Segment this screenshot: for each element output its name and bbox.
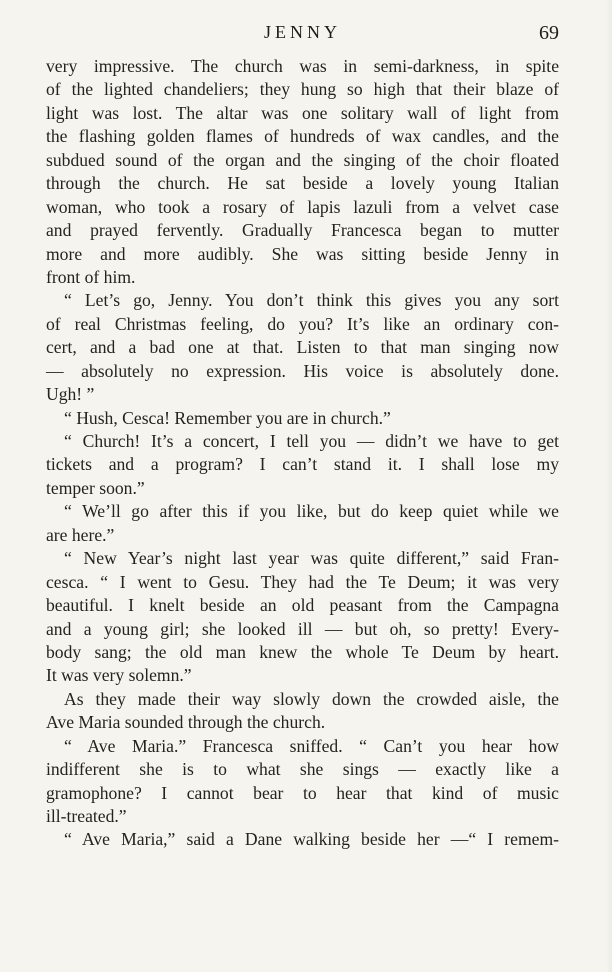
text-line: the flashing golden flames of hundreds of wax candles, and the	[46, 126, 559, 147]
text-line: front of him.	[46, 266, 136, 287]
text-line: “ We’ll go after this if you like, but do keep quiet while we	[64, 501, 559, 522]
body-text	[46, 55, 559, 852]
text-line: cert, and a bad one at that. Listen to that man singing now	[46, 337, 559, 358]
text-line: woman, who took a rosary of lapis lazuli from a velvet case	[46, 196, 559, 217]
text-line: light was lost. The altar was one solitary wall of light from	[46, 102, 559, 123]
text-line: “ Ave Maria.” Francesca sniffed. “ Can’t you hear how	[64, 735, 559, 756]
text-line: of real Christmas feeling, do you? It’s like an ordinary con-	[46, 313, 559, 334]
text-line: “ Ave Maria,” said a Dane walking beside her —“ I remem-	[64, 829, 559, 850]
text-line: and prayed fervently. Gradually Francesca began to mutter	[46, 220, 559, 241]
text-line: through the church. He sat beside a lovely young Italian	[46, 173, 559, 194]
running-head	[46, 20, 559, 48]
text-line: of the lighted chandeliers; they hung so high that their blaze of	[46, 79, 559, 100]
text-line: gramophone? I cannot bear to hear that kind of music	[46, 782, 559, 803]
text-line: — absolutely no expression. His voice is absolutely done.	[46, 360, 559, 381]
running-title: JENNY	[264, 22, 341, 42]
text-line: are here.”	[46, 524, 115, 545]
text-line: ill-treated.”	[46, 806, 127, 826]
text-line: “ Hush, Cesca! Remember you are in church.”	[64, 407, 391, 428]
text-line: “ New Year’s night last year was quite different,” said Fran-	[64, 548, 559, 569]
text-line: As they made their way slowly down the crowded aisle, the	[64, 688, 559, 709]
text-line: It was very solemn.”	[46, 665, 192, 686]
text-line: more and more audibly. She was sitting beside Jenny in	[46, 243, 559, 264]
text-line: tickets and a program? I can’t stand it. I shall lose my	[46, 454, 559, 475]
text-line: “ Church! It’s a concert, I tell you — didn’t we have to get	[64, 431, 559, 451]
text-line: “ Let’s go, Jenny. You don’t think this gives you any sort	[64, 290, 559, 311]
page-edge-shadow	[606, 0, 612, 972]
text-line: Ave Maria sounded through the church.	[46, 712, 326, 733]
text-line: temper soon.”	[46, 477, 145, 498]
text-line: and a young girl; she looked ill — but oh, so pretty! Every-	[46, 618, 559, 639]
text-line: cesca. “ I went to Gesu. They had the Te Deum; it was very	[46, 571, 559, 592]
text-line: subdued sound of the organ and the singing of the choir floated	[46, 149, 559, 170]
text-line: body sang; the old man knew the whole Te Deum by heart.	[46, 641, 559, 662]
text-line: beautiful. I knelt beside an old peasant from the Campagna	[46, 595, 559, 616]
page-number: 69	[539, 22, 559, 44]
text-line: Ugh! ”	[46, 384, 95, 405]
text-line: indifferent she is to what she sings — exactly like a	[46, 759, 559, 780]
text-line: very impressive. The church was in semi-darkness, in spite	[46, 56, 559, 76]
